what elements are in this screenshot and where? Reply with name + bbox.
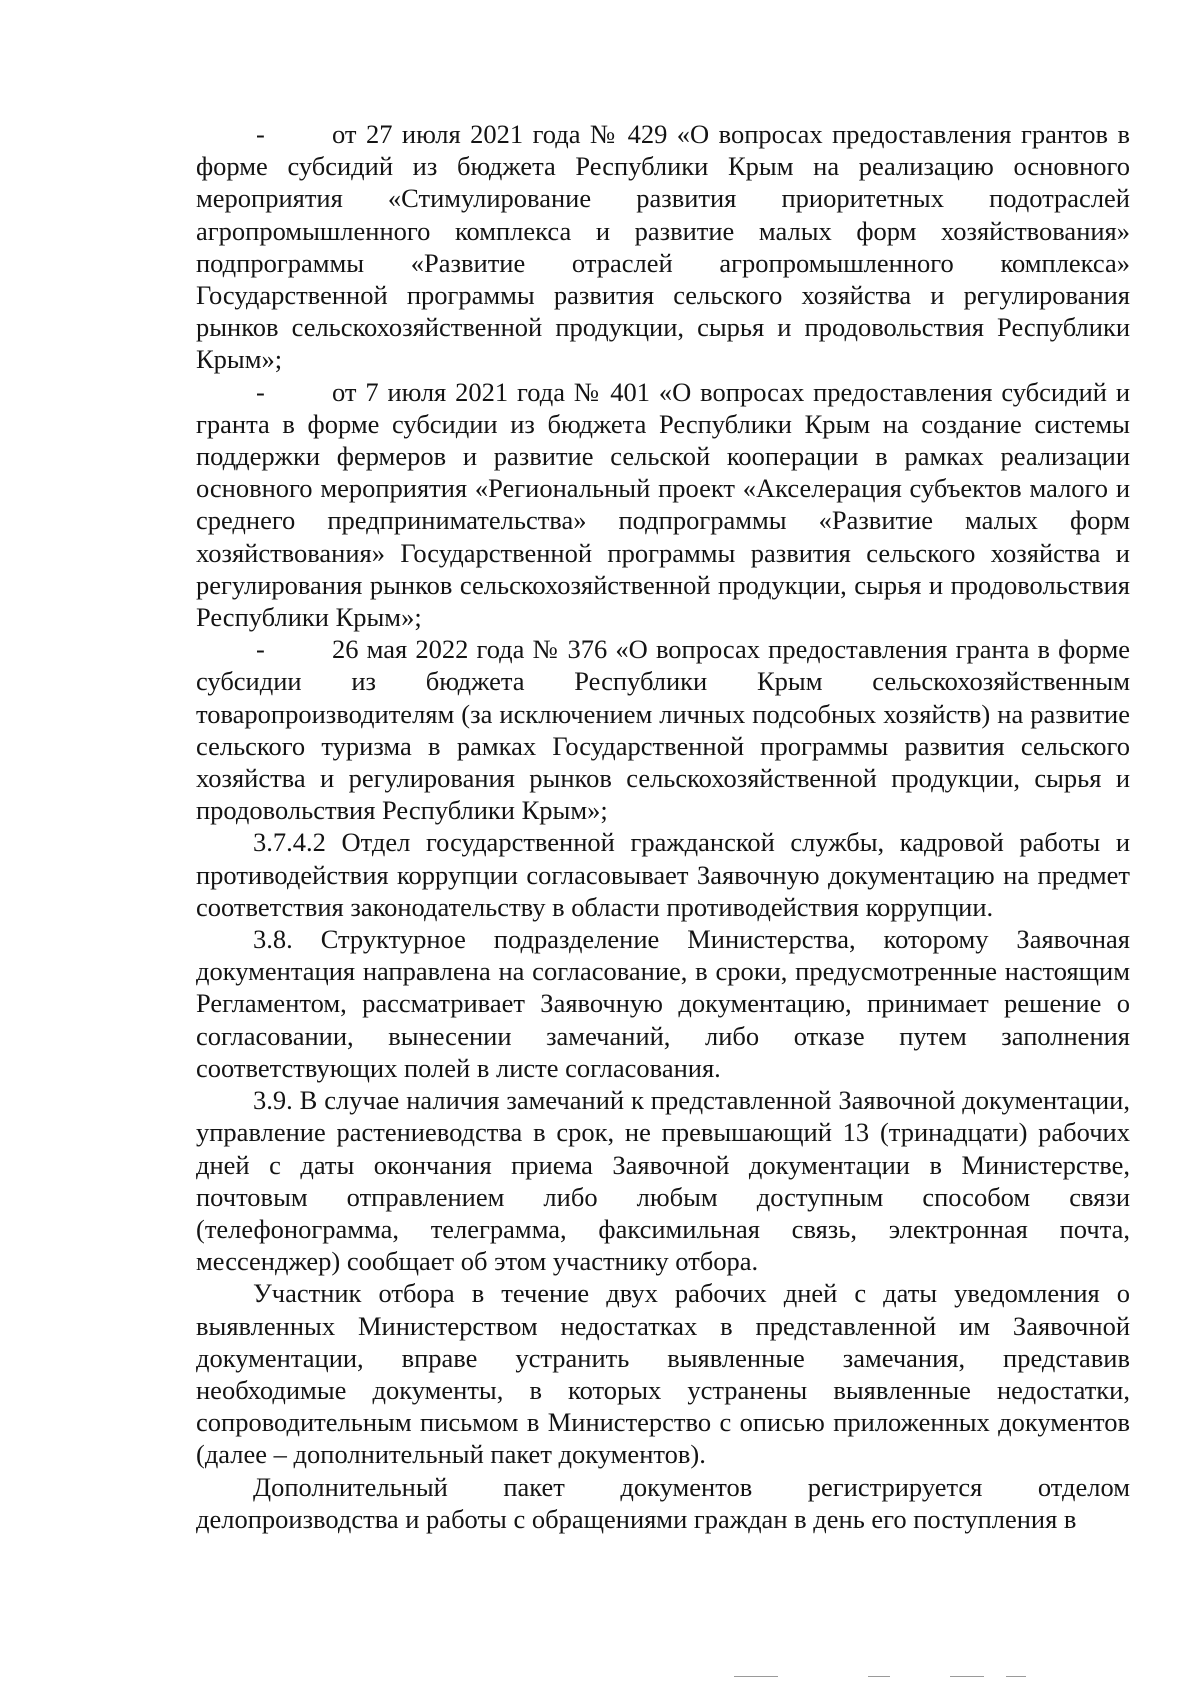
scan-artifact-line	[1006, 1676, 1026, 1677]
paragraph-participant: Участник отбора в течение двух рабочих дней с даты уведомления о выявленных Министерством недостатках в представленной им Заявочной документации, вправе устранить выявленные замечания, представив необходимые документы, в которых устранены выявленные недостатки, сопроводительным письмом в Министерство с описью приложенных документов (далее – дополнительный пакет документов).	[196, 1278, 1130, 1470]
document-page	[196, 118, 1130, 1535]
paragraph-additional-package: Дополнительный пакет документов регистрируется отделом делопроизводства и работы с обращениями граждан в день его поступления в	[196, 1471, 1130, 1534]
paragraph-text: от 7 июля 2021 года № 401 «О вопросах предоставления субсидий и гранта в форме субсидии из бюджета Республики Крым на создание системы поддержки фермеров и развитие сельской кооперации в рамках реализации основного мероприятия «Региональный проект «Акселерация субъектов малого и среднего предпринимательства» подпрограммы «Развитие малых форм хозяйствования» Государственной программы развития сельского хозяйства и регулирования рынков сельскохозяйственной продукции, сырья и продовольствия Республики Крым»;	[196, 376, 1130, 633]
paragraph-text: от 27 июля 2021 года № 429 «О вопросах предоставления грантов в форме субсидий из бюджета Республики Крым на реализацию основного мероприятия «Стимулирование развития приоритетных подотраслей агропромышленного комплекса и развитие малых форм хозяйствования» подпрограммы «Развитие отраслей агропромышленного комплекса» Государственной программы развития сельского хозяйства и регулирования рынков сельскохозяйственной продукции, сырья и продовольствия Республики Крым»;	[196, 119, 1130, 375]
bullet-paragraph-3	[196, 633, 1130, 826]
bullet-paragraph-2	[196, 376, 1130, 634]
paragraph-3-9: 3.9. В случае наличия замечаний к представленной Заявочной документации, управление растениеводства в срок, не превышающий 13 (тринадцати) рабочих дней с даты окончания приема Заявочной документации в Министерстве, почтовым отправлением либо любым доступным способом связи (телефонограмма, телеграмма, факсимильная связь, электронная почта, мессенджер) сообщает об этом участнику отбора.	[196, 1085, 1130, 1277]
paragraph-text: 26 мая 2022 года № 376 «О вопросах предоставления гранта в форме субсидии из бюджета Республики Крым сельскохозяйственным товаропроизводителям (за исключением личных подсобных хозяйств) на развитие сельского туризма в рамках Государственной программы развития сельского хозяйства и регулирования рынков сельскохозяйственной продукции, сырья и продовольствия Республики Крым»;	[196, 634, 1130, 826]
bullet-dash: -	[256, 376, 265, 407]
bullet-dash: -	[256, 119, 265, 149]
scan-artifact-line	[734, 1676, 778, 1677]
bullet-paragraph-1	[196, 118, 1130, 376]
scan-artifact-line	[950, 1676, 984, 1677]
scan-artifact-line	[868, 1676, 890, 1677]
paragraph-3-7-4-2: 3.7.4.2 Отдел государственной гражданской службы, кадровой работы и противодействия коррупции согласовывает Заявочную документацию на предмет соответствия законодательству в области противодействия коррупции.	[196, 827, 1130, 922]
bullet-dash: -	[256, 634, 265, 665]
paragraph-3-8: 3.8. Структурное подразделение Министерства, которому Заявочная документация направлена на согласование, в сроки, предусмотренные настоящим Регламентом, рассматривает Заявочную документацию, принимает решение о согласовании, вынесении замечаний, либо отказе путем заполнения соответствующих полей в листе согласования.	[196, 924, 1130, 1083]
